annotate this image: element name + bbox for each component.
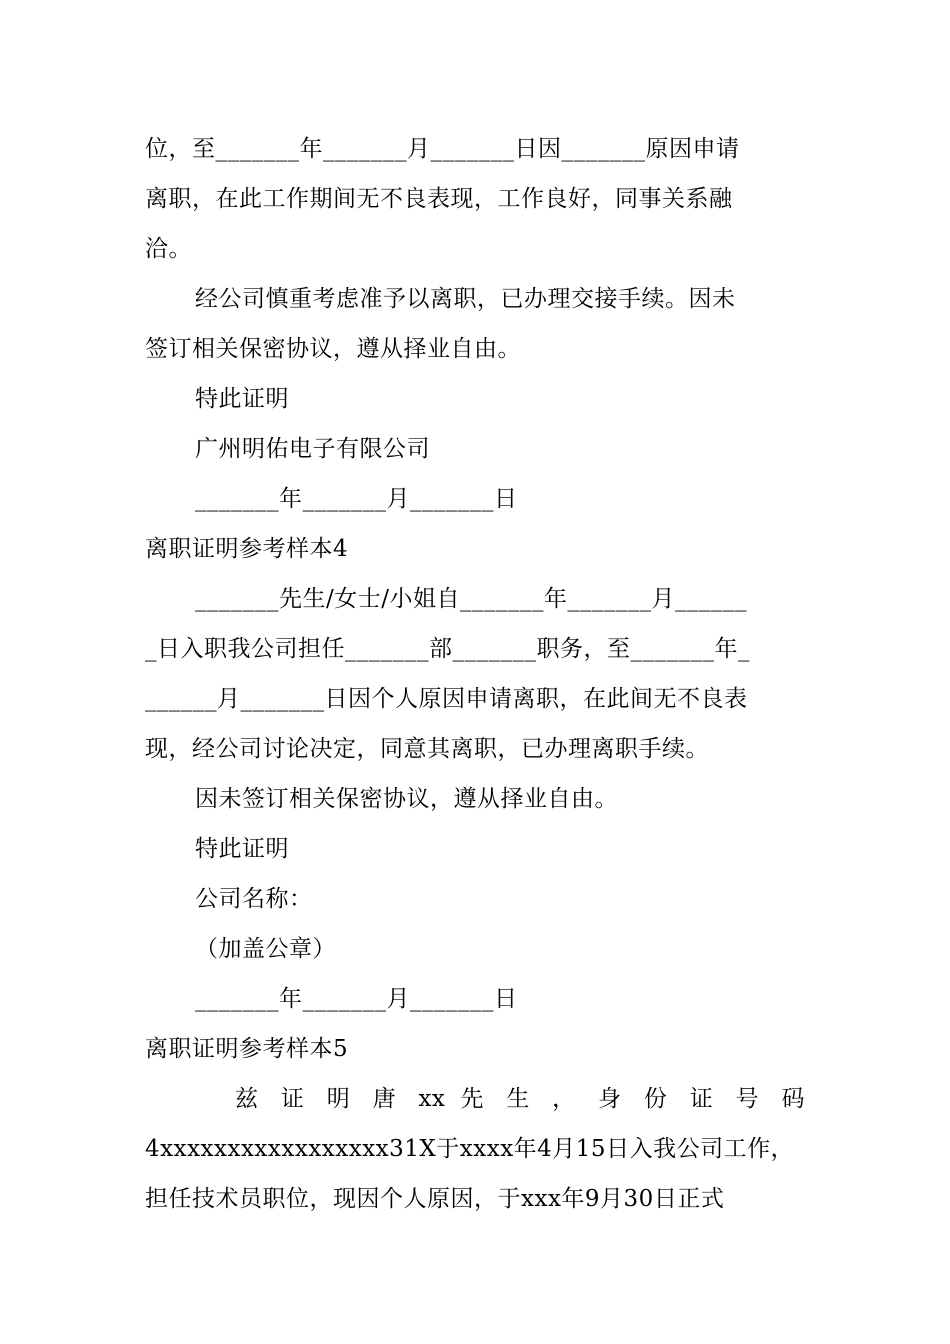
- paragraph-line: 经公司慎重考虑准予以离职，已办理交接手续。因未: [195, 286, 736, 312]
- paragraph-line: 洽。: [145, 236, 192, 262]
- paragraph-line: _日入职我公司担任_______部_______职务，至_______年_: [145, 636, 750, 662]
- seal-note: （加盖公章）: [195, 936, 336, 962]
- paragraph-line: 现，经公司讨论决定，同意其离职，已办理离职手续。: [145, 736, 709, 762]
- paragraph-line: 离职，在此工作期间无不良表现，工作良好，同事关系融: [145, 186, 733, 212]
- date-line: _______年_______月_______日: [195, 486, 518, 512]
- section-heading: 离职证明参考样本5: [145, 1036, 349, 1062]
- closing-statement: 特此证明: [195, 386, 289, 412]
- closing-statement: 特此证明: [195, 836, 289, 862]
- paragraph-line: ______月_______日因个人原因申请离职，在此间无不良表: [145, 686, 748, 712]
- paragraph-line: 签订相关保密协议，遵从择业自由。: [145, 336, 521, 362]
- company-name-label: 公司名称：: [195, 886, 313, 912]
- paragraph-line: 位，至_______年_______月_______日因_______原因申请: [145, 136, 740, 162]
- paragraph-line: _______先生/女士/小姐自_______年_______月______: [195, 586, 747, 612]
- paragraph-line: 因未签订相关保密协议，遵从择业自由。: [195, 786, 618, 812]
- section-heading: 离职证明参考样本4: [145, 536, 349, 562]
- date-line: _______年_______月_______日: [195, 986, 518, 1012]
- company-name: 广州明佑电子有限公司: [195, 436, 430, 462]
- paragraph-line: 担任技术员职位，现因个人原因，于xxx年9月30日正式: [145, 1186, 725, 1212]
- paragraph-line: 4xxxxxxxxxxxxxxxxx31X于xxxx年4月15日入我公司工作，: [145, 1136, 795, 1162]
- paragraph-line: 兹 证 明 唐 xx 先 生 ， 身 份 证 号 码: [235, 1086, 805, 1112]
